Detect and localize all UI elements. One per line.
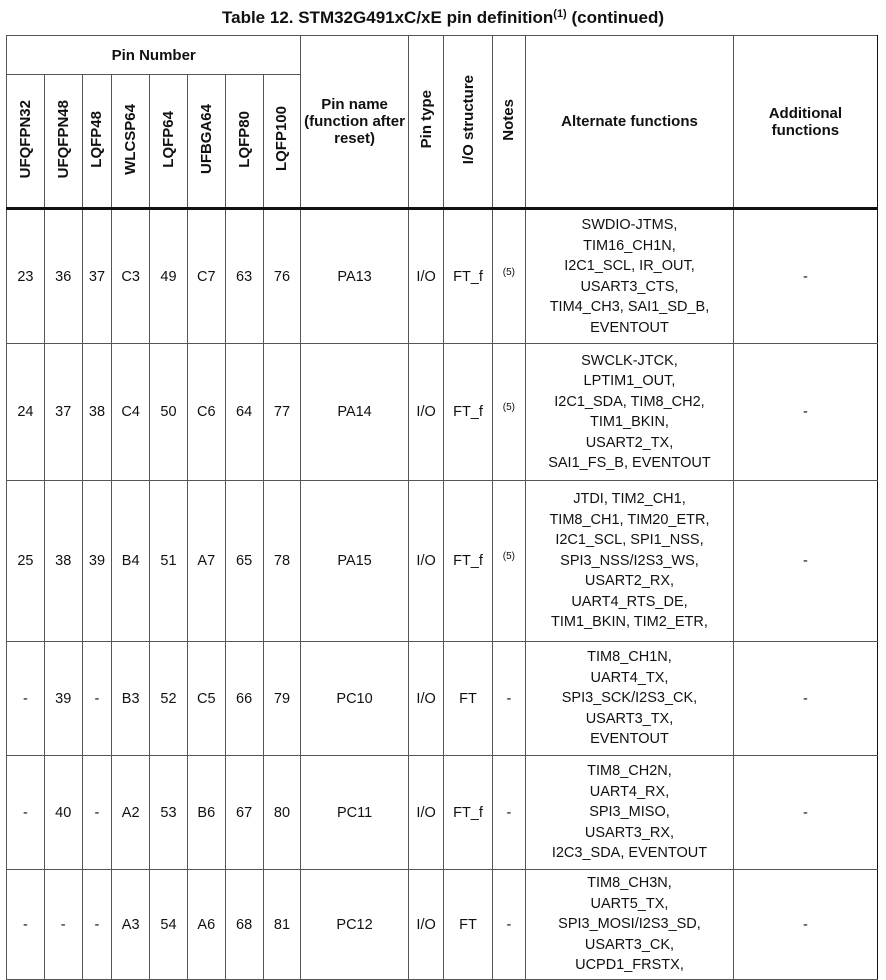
additional-functions-cell: - bbox=[733, 642, 877, 756]
io-structure-cell: FT_f bbox=[444, 481, 492, 642]
notes-cell: - bbox=[492, 642, 526, 756]
alternate-function-line: USART2_TX, bbox=[585, 434, 674, 451]
table-row bbox=[7, 209, 878, 344]
alternate-function-line: SPI3_SCK/I2S3_CK, bbox=[561, 690, 698, 707]
pin-number-cell: 78 bbox=[263, 481, 301, 642]
pin-number-cell: 24 bbox=[7, 344, 45, 481]
header-package-ufbga64 bbox=[187, 75, 225, 209]
notes-cell bbox=[492, 344, 526, 481]
pin-type-cell: I/O bbox=[408, 642, 444, 756]
pin-number-cell: C3 bbox=[112, 209, 150, 344]
alternate-function-line: TIM8_CH2N, bbox=[587, 763, 672, 780]
pin-number-cell: A2 bbox=[112, 756, 150, 870]
alternate-function-line: UART4_RTS_DE, bbox=[571, 593, 688, 610]
pin-number-cell: 39 bbox=[82, 481, 112, 642]
pin-number-cell: A7 bbox=[187, 481, 225, 642]
alternate-function-line: USART3_RX, bbox=[584, 824, 675, 841]
header-package-ufqfpn32 bbox=[7, 75, 45, 209]
pin-number-cell: 64 bbox=[225, 344, 263, 481]
pin-type-cell: I/O bbox=[408, 209, 444, 344]
pin-name-cell: PA14 bbox=[301, 344, 408, 481]
pin-number-cell: B4 bbox=[112, 481, 150, 642]
notes-cell: - bbox=[492, 870, 526, 980]
table-row bbox=[7, 344, 878, 481]
pin-number-cell: C5 bbox=[187, 642, 225, 756]
pin-number-cell: 50 bbox=[150, 344, 188, 481]
pin-number-cell: 66 bbox=[225, 642, 263, 756]
header-pin-type bbox=[408, 36, 444, 209]
header-package-lqfp100 bbox=[263, 75, 301, 209]
alternate-function-line: USART2_RX, bbox=[584, 573, 675, 590]
header-package-wlcsp64 bbox=[112, 75, 150, 209]
pin-number-cell: 63 bbox=[225, 209, 263, 344]
pin-number-cell: C6 bbox=[187, 344, 225, 481]
alternate-function-line: USART3_TX, bbox=[585, 710, 674, 727]
pin-number-cell: - bbox=[82, 756, 112, 870]
pin-number-cell: - bbox=[7, 870, 45, 980]
alternate-function-line: TIM1_BKIN, TIM2_ETR, bbox=[551, 614, 708, 631]
alternate-function-line: USART3_CTS, bbox=[580, 278, 679, 295]
io-structure-cell: FT_f bbox=[444, 756, 492, 870]
alternate-function-line: SPI3_NSS/I2S3_WS, bbox=[560, 552, 699, 569]
alternate-function-line: SPI3_MOSI/I2S3_SD, bbox=[558, 916, 701, 933]
pin-number-cell: 79 bbox=[263, 642, 301, 756]
notes-cell: - bbox=[492, 756, 526, 870]
pin-number-cell: A3 bbox=[112, 870, 150, 980]
notes-cell bbox=[492, 209, 526, 344]
header-notes-label: Notes bbox=[500, 98, 518, 141]
pin-number-cell: 53 bbox=[150, 756, 188, 870]
alternate-functions-cell bbox=[526, 642, 734, 756]
pin-number-cell: 81 bbox=[263, 870, 301, 980]
alternate-function-line: TIM1_BKIN, bbox=[590, 414, 669, 430]
alternate-functions-cell bbox=[526, 481, 734, 642]
pin-number-cell: 37 bbox=[44, 344, 82, 481]
alternate-function-line: I2C3_SDA, EVENTOUT bbox=[551, 845, 708, 862]
pin-number-cell: 49 bbox=[150, 209, 188, 344]
table-title-footnote: (1) bbox=[553, 8, 567, 20]
pin-number-cell: 51 bbox=[150, 481, 188, 642]
alternate-function-line: I2C1_SDA, TIM8_CH2, bbox=[554, 393, 705, 410]
pin-type-cell: I/O bbox=[408, 344, 444, 481]
pin-number-cell: 36 bbox=[44, 209, 82, 344]
pin-number-cell: 77 bbox=[263, 344, 301, 481]
pin-number-cell: 39 bbox=[44, 642, 82, 756]
pin-name-cell: PA13 bbox=[301, 209, 408, 344]
alternate-function-line: TIM8_CH1, TIM20_ETR, bbox=[549, 511, 710, 528]
pin-number-cell: B6 bbox=[187, 756, 225, 870]
pin-number-cell: A6 bbox=[187, 870, 225, 980]
pin-number-cell: 25 bbox=[7, 481, 45, 642]
pin-number-cell: - bbox=[7, 642, 45, 756]
pin-number-cell: 38 bbox=[44, 481, 82, 642]
alternate-function-line: UART4_TX, bbox=[590, 669, 669, 686]
pin-type-cell: I/O bbox=[408, 870, 444, 980]
alternate-functions-cell bbox=[526, 870, 734, 980]
alternate-functions-cell bbox=[526, 756, 734, 870]
note-reference: (5) bbox=[502, 402, 515, 413]
pin-number-cell: - bbox=[82, 870, 112, 980]
alternate-function-line: TIM8_CH3N, bbox=[587, 875, 672, 892]
header-package-label: WLCSP64 bbox=[122, 103, 140, 175]
pin-name-cell: PC10 bbox=[301, 642, 408, 756]
pin-name-cell: PC12 bbox=[301, 870, 408, 980]
additional-functions-cell: - bbox=[733, 344, 877, 481]
table-row bbox=[7, 481, 878, 642]
header-package-ufqfpn48 bbox=[44, 75, 82, 209]
alternate-function-line: SPI3_MISO, bbox=[589, 804, 670, 821]
header-io-structure-label: I/O structure bbox=[459, 74, 477, 165]
header-package-lqfp80 bbox=[225, 75, 263, 209]
table-title bbox=[0, 8, 886, 28]
alternate-function-line: LPTIM1_OUT, bbox=[583, 373, 676, 389]
table-title-suffix: (continued) bbox=[566, 8, 664, 27]
pin-number-cell: 68 bbox=[225, 870, 263, 980]
io-structure-cell: FT_f bbox=[444, 209, 492, 344]
pin-number-cell: C4 bbox=[112, 344, 150, 481]
additional-functions-cell: - bbox=[733, 870, 877, 980]
pin-type-cell: I/O bbox=[408, 756, 444, 870]
pin-number-cell: B3 bbox=[112, 642, 150, 756]
header-package-label: LQFP48 bbox=[88, 110, 106, 168]
pin-number-cell: 76 bbox=[263, 209, 301, 344]
note-reference: (5) bbox=[502, 551, 515, 562]
header-package-label: LQFP100 bbox=[273, 106, 291, 172]
pin-number-cell: 23 bbox=[7, 209, 45, 344]
header-pin-name: Pin name (function after reset) bbox=[301, 36, 408, 209]
table-title-text: Table 12. STM32G491xC/xE pin definition bbox=[222, 8, 554, 27]
table-row bbox=[7, 756, 878, 870]
alternate-function-line: EVENTOUT bbox=[590, 319, 669, 336]
pin-number-cell: - bbox=[7, 756, 45, 870]
header-alternate-functions: Alternate functions bbox=[526, 36, 734, 209]
pin-number-cell: 65 bbox=[225, 481, 263, 642]
pin-number-cell: 37 bbox=[82, 209, 112, 344]
pin-name-cell: PA15 bbox=[301, 481, 408, 642]
alternate-function-line: TIM8_CH1N, bbox=[587, 649, 672, 666]
header-package-lqfp64 bbox=[150, 75, 188, 209]
table-row bbox=[7, 642, 878, 756]
pin-number-cell: - bbox=[82, 642, 112, 756]
header-pin-number: Pin Number bbox=[7, 36, 301, 75]
header-package-lqfp48 bbox=[82, 75, 112, 209]
pin-number-cell: 67 bbox=[225, 756, 263, 870]
header-package-label: UFQFPN48 bbox=[54, 99, 72, 179]
header-io-structure bbox=[444, 36, 492, 209]
header-package-label: LQFP64 bbox=[159, 110, 177, 168]
pin-number-cell: C7 bbox=[187, 209, 225, 344]
notes-cell bbox=[492, 481, 526, 642]
alternate-function-line: TIM4_CH3, SAI1_SD_B, bbox=[549, 299, 710, 315]
pin-number-cell: 38 bbox=[82, 344, 112, 481]
header-package-label: LQFP80 bbox=[235, 110, 253, 168]
alternate-function-line: I2C1_SCL, IR_OUT, bbox=[564, 258, 695, 274]
alternate-function-line: UCPD1_FRSTX, bbox=[575, 957, 684, 974]
pin-type-cell: I/O bbox=[408, 481, 444, 642]
alternate-functions-cell bbox=[526, 209, 734, 344]
alternate-function-line: SAI1_FS_B, EVENTOUT bbox=[548, 455, 711, 471]
pin-number-cell: 54 bbox=[150, 870, 188, 980]
header-additional-functions: Additional functions bbox=[733, 36, 877, 209]
alternate-function-line: USART3_CK, bbox=[584, 936, 675, 953]
pin-name-cell: PC11 bbox=[301, 756, 408, 870]
pin-number-cell: 80 bbox=[263, 756, 301, 870]
pin-definition-table bbox=[6, 35, 878, 980]
additional-functions-cell: - bbox=[733, 209, 877, 344]
table-row bbox=[7, 870, 878, 980]
alternate-function-line: TIM16_CH1N, bbox=[583, 237, 676, 254]
io-structure-cell: FT_f bbox=[444, 344, 492, 481]
alternate-function-line: UART5_TX, bbox=[590, 895, 669, 912]
alternate-function-line: UART4_RX, bbox=[589, 783, 670, 800]
pin-number-cell: 52 bbox=[150, 642, 188, 756]
io-structure-cell: FT bbox=[444, 642, 492, 756]
header-pin-type-label: Pin type bbox=[417, 90, 435, 149]
alternate-function-line: I2C1_SCL, SPI1_NSS, bbox=[555, 532, 704, 549]
alternate-function-line: SWCLK-JTCK, bbox=[581, 352, 678, 369]
additional-functions-cell: - bbox=[733, 481, 877, 642]
alternate-function-line: JTDI, TIM2_CH1, bbox=[573, 491, 686, 508]
header-package-label: UFBGA64 bbox=[197, 103, 215, 174]
table-body bbox=[7, 209, 878, 980]
alternate-functions-cell bbox=[526, 344, 734, 481]
alternate-function-line: EVENTOUT bbox=[590, 731, 669, 748]
additional-functions-cell: - bbox=[733, 756, 877, 870]
pin-number-cell: - bbox=[44, 870, 82, 980]
alternate-function-line: SWDIO-JTMS, bbox=[581, 217, 678, 233]
io-structure-cell: FT bbox=[444, 870, 492, 980]
header-package-label: UFQFPN32 bbox=[16, 99, 34, 179]
note-reference: (5) bbox=[502, 266, 515, 278]
pin-number-cell: 40 bbox=[44, 756, 82, 870]
header-notes bbox=[492, 36, 526, 209]
